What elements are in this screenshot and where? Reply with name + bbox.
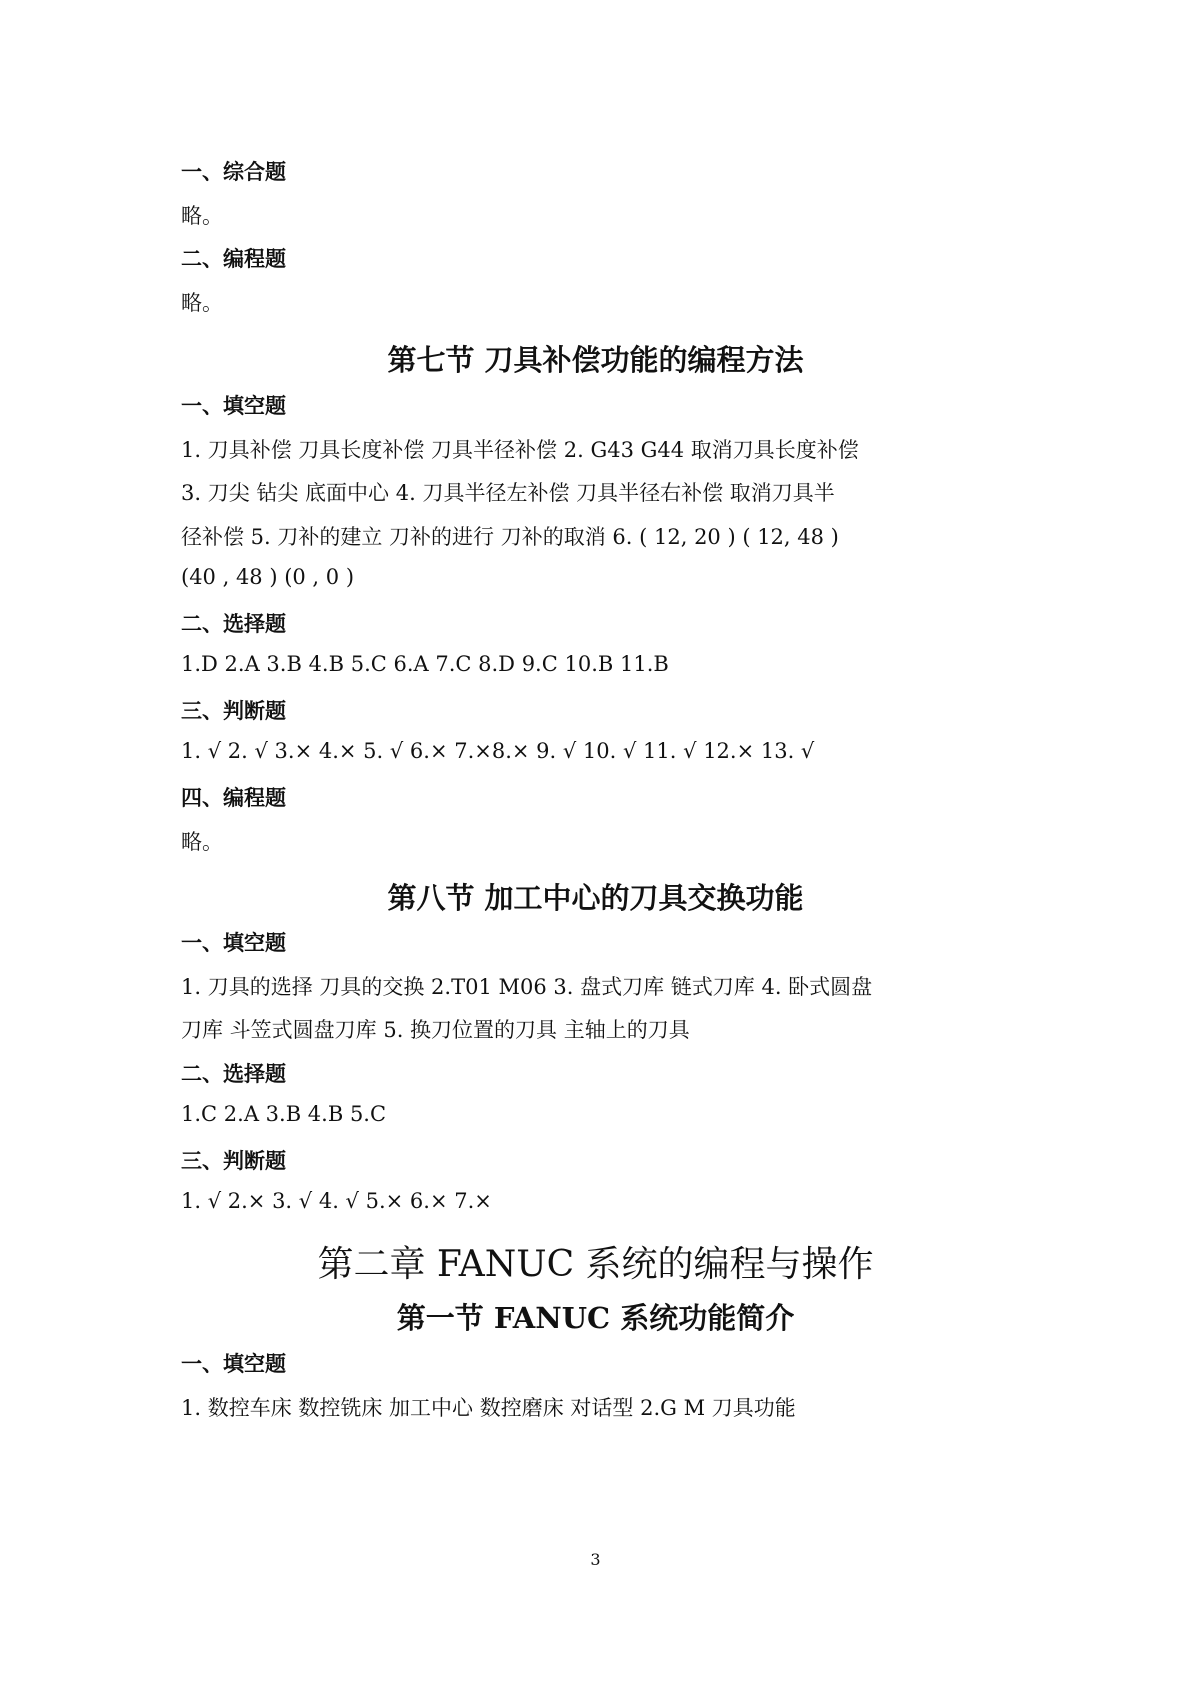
heading-choice: 二、选择题 bbox=[181, 612, 286, 636]
answer-omitted: 略。 bbox=[181, 830, 223, 854]
heading-comprehensive: 一、综合题 bbox=[181, 160, 286, 184]
heading-fill-blank: 一、填空题 bbox=[181, 1352, 286, 1376]
section-title-1: 第一节 FANUC 系统功能简介 bbox=[396, 1301, 795, 1335]
heading-fill-blank: 一、填空题 bbox=[181, 931, 286, 955]
answer-line: 1.C 2.A 3.B 4.B 5.C bbox=[181, 1102, 387, 1126]
heading-true-false: 三、判断题 bbox=[181, 1149, 286, 1173]
answer-line: 1. √ 2. √ 3.× 4.× 5. √ 6.× 7.×8.× 9. √ 10. √ 11. √ 12.× 13. √ bbox=[181, 739, 815, 763]
answer-line: 1. 刀具的选择 刀具的交换 2.T01 M06 3. 盘式刀库 链式刀库 4. 卧式圆盘 bbox=[181, 975, 873, 999]
answer-line: 刀库 斗笠式圆盘刀库 5. 换刀位置的刀具 主轴上的刀具 bbox=[181, 1018, 690, 1042]
answer-line: 1. 数控车床 数控铣床 加工中心 数控磨床 对话型 2.G M 刀具功能 bbox=[181, 1396, 796, 1420]
section-title-8: 第八节 加工中心的刀具交换功能 bbox=[387, 881, 804, 915]
answer-line: 3. 刀尖 钻尖 底面中心 4. 刀具半径左补偿 刀具半径右补偿 取消刀具半 bbox=[181, 481, 835, 505]
chapter-title: 第二章 FANUC 系统的编程与操作 bbox=[317, 1244, 874, 1285]
answer-omitted: 略。 bbox=[181, 291, 223, 315]
heading-fill-blank: 一、填空题 bbox=[181, 394, 286, 418]
heading-programming: 二、编程题 bbox=[181, 247, 286, 271]
answer-omitted: 略。 bbox=[181, 204, 223, 228]
answer-line: 径补偿 5. 刀补的建立 刀补的进行 刀补的取消 6. ( 12, 20 ) ( 12, 48 ) bbox=[181, 525, 839, 549]
heading-choice: 二、选择题 bbox=[181, 1062, 286, 1086]
page-number: 3 bbox=[590, 1550, 601, 1569]
section-title-7: 第七节 刀具补偿功能的编程方法 bbox=[387, 343, 804, 377]
answer-line: (40 , 48 ) (0 , 0 ) bbox=[181, 565, 355, 589]
answer-line: 1. 刀具补偿 刀具长度补偿 刀具半径补偿 2. G43 G44 取消刀具长度补偿 bbox=[181, 438, 859, 462]
heading-programming: 四、编程题 bbox=[181, 786, 286, 810]
answer-line: 1. √ 2.× 3. √ 4. √ 5.× 6.× 7.× bbox=[181, 1189, 492, 1213]
answer-line: 1.D 2.A 3.B 4.B 5.C 6.A 7.C 8.D 9.C 10.B 11.B bbox=[181, 652, 669, 676]
heading-true-false: 三、判断题 bbox=[181, 699, 286, 723]
